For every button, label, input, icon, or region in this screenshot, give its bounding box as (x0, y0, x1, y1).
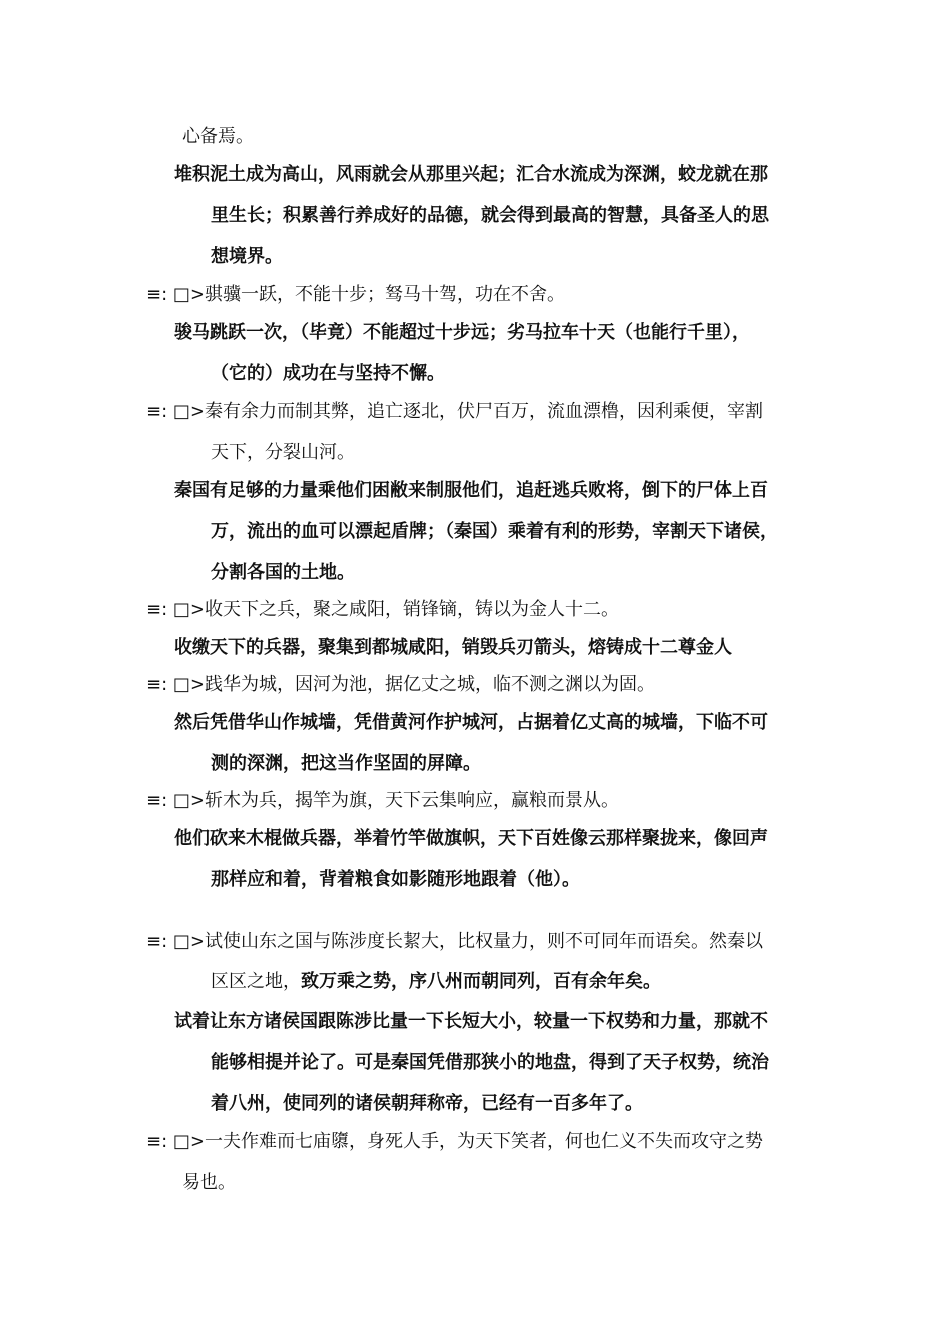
translation-line: 想境界。 (211, 246, 283, 267)
translation-line: 着八州，使同列的诸侯朝拜称帝，已经有一百多年了。 (211, 1093, 643, 1114)
source-line: ≡: □>试使山东之国与陈涉度长絜大，比权量力，则不可同年而语矣。然秦以 (146, 931, 763, 952)
translation-line: 骏马跳跃一次，（毕竟）不能超过十步远；劣马拉车十天（也能行千里）， (174, 322, 750, 343)
translation-line: 万，流出的血可以漂起盾牌；（秦国）乘着有利的形势，宰割天下诸侯， (211, 521, 778, 542)
translation-line: 堆积泥土成为高山，风雨就会从那里兴起；汇合水流成为深渊，蛟龙就在那 (174, 164, 768, 185)
translation-line: 然后凭借华山作城墙，凭借黄河作护城河，占据着亿丈高的城墙，下临不可 (174, 712, 768, 733)
translation-line: 试着让东方诸侯国跟陈涉比量一下长短大小，较量一下权势和力量，那就不 (174, 1011, 768, 1032)
source-line: ≡: □>收天下之兵，聚之咸阳，销锋镝，铸以为金人十二。 (146, 599, 619, 620)
text-line: 心备焉。 (182, 126, 254, 147)
source-line: ≡: □>秦有余力而制其弊，追亡逐北，伏尸百万，流血漂橹，因利乘便，宰割 (146, 401, 763, 422)
translation-line: 那样应和着，背着粮食如影随形地跟着（他）。 (211, 869, 580, 890)
source-line: 天下，分裂山河。 (211, 442, 355, 463)
source-line-part-bold: 致万乘之势，序八州而朝同列，百有余年矣。 (301, 971, 661, 992)
translation-line: 分割各国的土地。 (211, 562, 355, 583)
source-line (211, 970, 661, 994)
source-line: 易也。 (182, 1172, 236, 1193)
translation-line: 能够相提并论了。可是秦国凭借那狭小的地盘，得到了天子权势，统治 (211, 1052, 769, 1073)
source-line: ≡: □>践华为城，因河为池，据亿丈之城，临不测之渊以为固。 (146, 674, 655, 695)
translation-line: 里生长；积累善行养成好的品德，就会得到最高的智慧，具备圣人的思 (211, 205, 769, 226)
translation-line: 测的深渊，把这当作坚固的屏障。 (211, 753, 481, 774)
translation-line: （它的）成功在与坚持不懈。 (211, 363, 445, 384)
translation-line: 他们砍来木棍做兵器，举着竹竿做旗帜，天下百姓像云那样聚拢来，像回声 (174, 828, 768, 849)
source-line-part: 区区之地， (211, 971, 301, 992)
translation-line: 收缴天下的兵器，聚集到都城咸阳，销毁兵刃箭头，熔铸成十二尊金人 (174, 637, 732, 658)
source-line: ≡: □>斩木为兵，揭竿为旗，天下云集响应，赢粮而景从。 (146, 790, 619, 811)
translation-line: 秦国有足够的力量乘他们困敝来制服他们，追赶逃兵败将，倒下的尸体上百 (174, 480, 768, 501)
source-line: ≡: □>一夫作难而七庙隳，身死人手，为天下笑者，何也仁义不失而攻守之势 (146, 1131, 763, 1152)
source-line: ≡: □>骐骥一跃，不能十步；驽马十驾，功在不舍。 (146, 284, 565, 305)
